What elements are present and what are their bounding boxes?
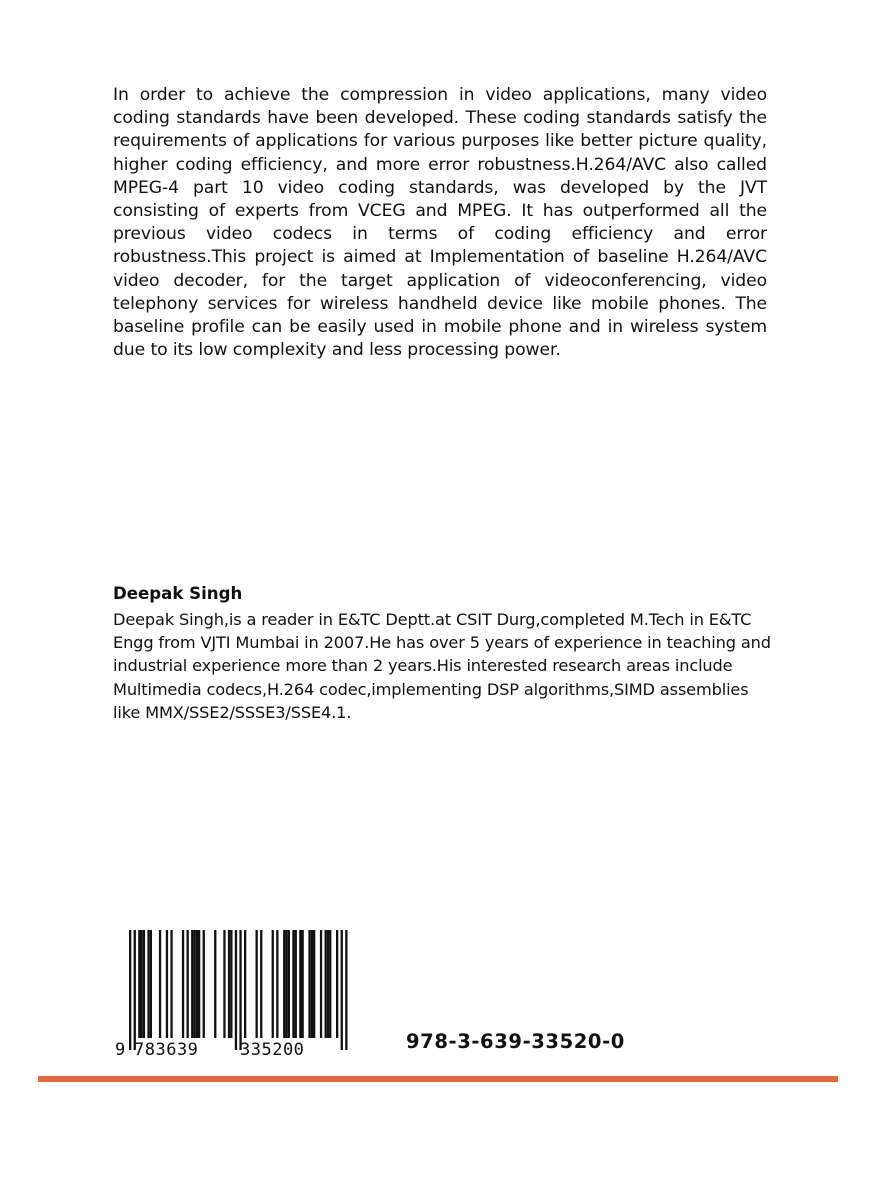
barcode-bar — [141, 930, 143, 1038]
barcode-bar — [223, 930, 225, 1038]
barcode-bar — [198, 930, 200, 1038]
barcode-first-digit: 9 — [115, 1040, 126, 1058]
author-name: Deepak Singh — [113, 584, 243, 603]
accent-divider — [38, 1076, 838, 1082]
barcode-bar — [272, 930, 274, 1038]
barcode-right-digits: 335200 — [240, 1040, 305, 1058]
barcode-bar — [283, 930, 285, 1038]
barcode-bar — [214, 930, 216, 1038]
barcode-guard-bar — [341, 930, 343, 1050]
barcode-bar — [182, 930, 184, 1038]
barcode-bar — [311, 930, 313, 1038]
barcode-bar — [299, 930, 301, 1038]
barcode-bar — [138, 930, 140, 1038]
barcode-bars — [129, 930, 348, 1050]
barcode-guard-bar — [235, 930, 237, 1050]
barcode-guard-bar — [129, 930, 131, 1050]
barcode-bar — [329, 930, 331, 1038]
barcode-bar — [147, 930, 149, 1038]
barcode-bar — [150, 930, 152, 1038]
barcode-bar — [320, 930, 322, 1038]
barcode-bar — [196, 930, 198, 1038]
barcode-bar — [308, 930, 310, 1038]
barcode-bar — [288, 930, 290, 1038]
barcode-bar — [193, 930, 195, 1038]
barcode-bar — [276, 930, 278, 1038]
barcode-bar — [325, 930, 327, 1038]
barcode-bar — [336, 930, 338, 1038]
barcode-bar — [159, 930, 161, 1038]
barcode-bar — [260, 930, 262, 1038]
barcode-bar — [191, 930, 193, 1038]
barcode-bar — [170, 930, 172, 1038]
barcode-guard-bar — [134, 930, 136, 1050]
barcode-left-digits: 783639 — [134, 1040, 199, 1058]
barcode-graphic — [112, 928, 357, 1058]
barcode-guard-bar — [345, 930, 347, 1050]
isbn-barcode — [112, 928, 357, 1058]
back-cover-blurb: In order to achieve the compression in video applications, many video coding standards have been developed. These coding standards satisfy the requirements of applications for various purposes like better picture quality, higher coding efficiency, and more error robustness.H.264/AVC also called MPEG-4 part 10 video coding standards, was developed by the JVT consisting of experts from VCEG and MPEG. It has outperformed all the previous video codecs in terms of coding efficiency and error robustness.This project is aimed at Implementation of baseline H.264/AVC video decoder, for the target application of videoconferencing, video telephony services for wireless handheld device like mobile phones. The baseline profile can be easily used in mobile phone and in wireless system due to its low complexity and less processing power. — [113, 85, 767, 361]
author-bio: Deepak Singh,is a reader in E&TC Deptt.at CSIT Durg,completed M.Tech in E&TC Engg from VJTI Mumbai in 2007.He has over 5 years of experience in teaching and industrial experience more than 2 years.His interested research areas include Multimedia codecs,H.264 codec,implementing DSP algorithms,SIMD assemblies like MMX/SSE2/SSSE3/SSE4.1. — [113, 610, 771, 722]
barcode-bar — [256, 930, 258, 1038]
barcode-bar — [228, 930, 230, 1038]
barcode-bar — [313, 930, 315, 1038]
barcode-bar — [285, 930, 287, 1038]
barcode-bar — [292, 930, 294, 1038]
barcode-bar — [143, 930, 145, 1038]
barcode-guard-bar — [239, 930, 241, 1050]
barcode-bar — [295, 930, 297, 1038]
barcode-bar — [244, 930, 246, 1038]
barcode-bar — [302, 930, 304, 1038]
barcode-bar — [203, 930, 205, 1038]
barcode-bar — [230, 930, 232, 1038]
barcode-bar — [166, 930, 168, 1038]
isbn-number: 978-3-639-33520-0 — [406, 1030, 625, 1053]
barcode-bar — [187, 930, 189, 1038]
barcode-bar — [327, 930, 329, 1038]
